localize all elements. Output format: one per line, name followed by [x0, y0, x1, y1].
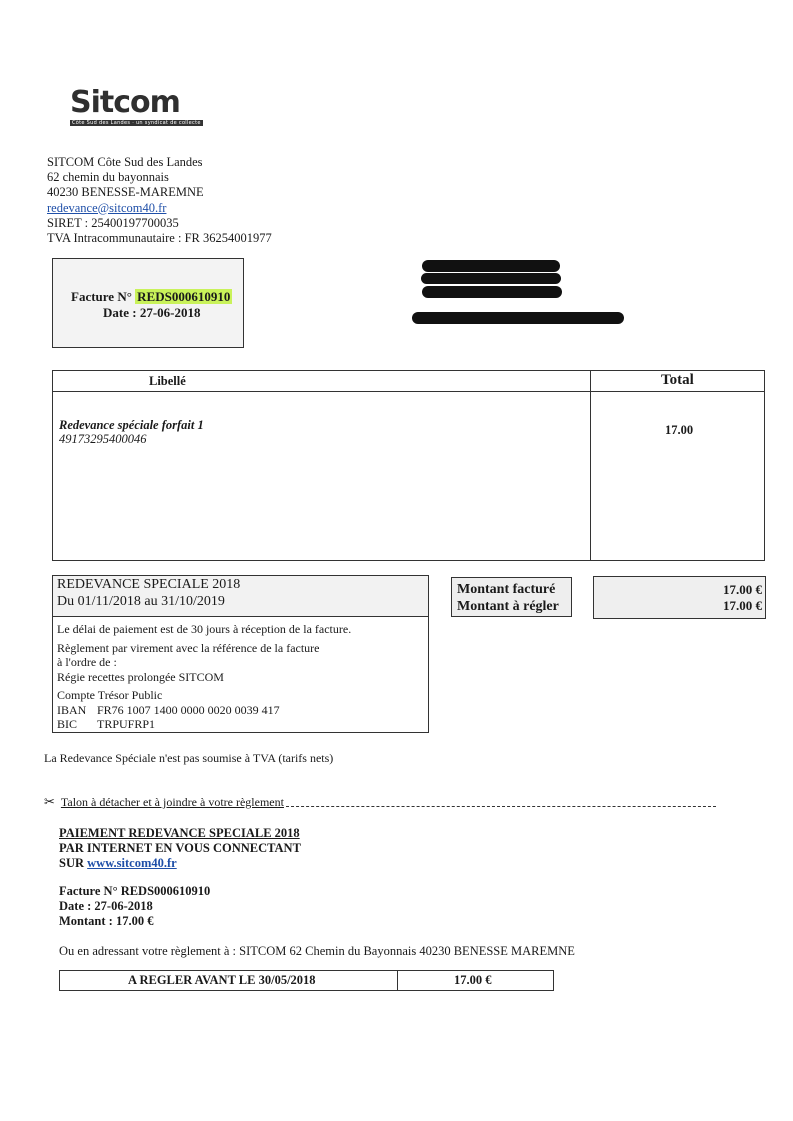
period-title: REDEVANCE SPECIALE 2018 [57, 577, 241, 592]
invoice-number-line: Facture N° REDS000610910 [71, 289, 231, 304]
deadline-label: A REGLER AVANT LE 30/05/2018 [128, 973, 316, 987]
payment-account: Compte Trésor Public [57, 688, 163, 702]
deadline-box [59, 970, 554, 991]
redacted-line-2 [421, 273, 561, 284]
amount-labels-box [451, 577, 572, 617]
website-link[interactable]: www.sitcom40.fr [87, 856, 177, 870]
table-row [59, 418, 204, 446]
period-range: Du 01/11/2018 au 31/10/2019 [57, 594, 225, 609]
slip-address: Ou en adressant votre règlement à : SITCOM 62 Chemin du Bayonnais 40230 BENESSE MAREMNE [59, 944, 575, 958]
item-total: 17.00 [665, 423, 694, 437]
amount-due: 17.00 € [723, 598, 762, 613]
logo-tagline: Côte Sud des Landes · un syndicat de collecte [72, 120, 201, 126]
sitcom-logo [70, 85, 210, 132]
slip-title-line2: PAR INTERNET EN VOUS CONNECTANT [59, 841, 301, 855]
payment-info-box [52, 616, 429, 733]
period-box [52, 575, 429, 617]
sender-tva: TVA Intracommunautaire : FR 36254001977 [47, 231, 272, 246]
amounts-box [593, 576, 766, 619]
invoice-number-highlight: REDS000610910 [137, 289, 231, 304]
deadline-divider [397, 971, 398, 990]
payment-transfer-line1: Règlement par virement avec la référence de la facture [57, 640, 320, 655]
slip-title-line1: PAIEMENT REDEVANCE SPECIALE 2018 [59, 826, 300, 840]
item-reference: 49173295400046 [59, 432, 147, 446]
slip-recap [59, 884, 210, 929]
cut-line [44, 795, 744, 810]
invoice-date: Date : 27-06-2018 [103, 305, 201, 320]
label-billed: Montant facturé [457, 582, 556, 597]
redacted-line-1 [422, 260, 560, 272]
column-header-libelle: Libellé [149, 374, 186, 388]
table-header-divider [53, 391, 764, 392]
sender-email-link[interactable]: redevance@sitcom40.fr [47, 200, 167, 215]
payment-transfer-line2: à l'ordre de : [57, 655, 117, 669]
payment-iban: IBAN FR76 1007 1400 0000 0020 0039 417 [57, 702, 280, 717]
sender-name: SITCOM Côte Sud des Landes [47, 155, 203, 169]
scissors-icon: ✂ [44, 795, 55, 810]
payment-delay: Le délai de paiement est de 30 jours à réception de la facture. [57, 622, 352, 636]
slip-montant: Montant : 17.00 € [59, 914, 154, 928]
sender-city: 40230 BENESSE-MAREMNE [47, 185, 204, 200]
item-title: Redevance spéciale forfait 1 [59, 418, 204, 432]
payment-regie: Régie recettes prolongée SITCOM [57, 669, 224, 684]
amount-billed: 17.00 € [723, 582, 762, 597]
sender-address [47, 155, 272, 246]
slip-date: Date : 27-06-2018 [59, 899, 153, 913]
items-table [52, 370, 765, 561]
dashed-divider [286, 806, 716, 807]
slip-facture: Facture N° REDS000610910 [59, 884, 211, 898]
invoice-number-box [52, 258, 244, 348]
table-column-divider [590, 371, 591, 560]
logo-wordmark: Sitcom [70, 85, 180, 120]
sender-siret: SIRET : 25400197700035 [47, 215, 179, 230]
redacted-line-4 [412, 312, 624, 324]
label-due: Montant à régler [457, 599, 559, 614]
column-header-total: Total [661, 372, 694, 388]
redacted-line-3 [422, 286, 562, 298]
tva-note: La Redevance Spéciale n'est pas soumise à TVA (tarifs nets) [44, 751, 334, 765]
slip-title: PAIEMENT REDEVANCE SPECIALE 2018 PAR INTERNET EN VOUS CONNECTANT SUR www.sitcom40.fr [59, 826, 301, 870]
payment-bic: BIC TRPUFRP1 [57, 717, 156, 731]
deadline-amount: 17.00 € [454, 973, 492, 987]
sender-street: 62 chemin du bayonnais [47, 170, 169, 185]
cut-line-label: Talon à détacher et à joindre à votre règlement [60, 795, 284, 809]
